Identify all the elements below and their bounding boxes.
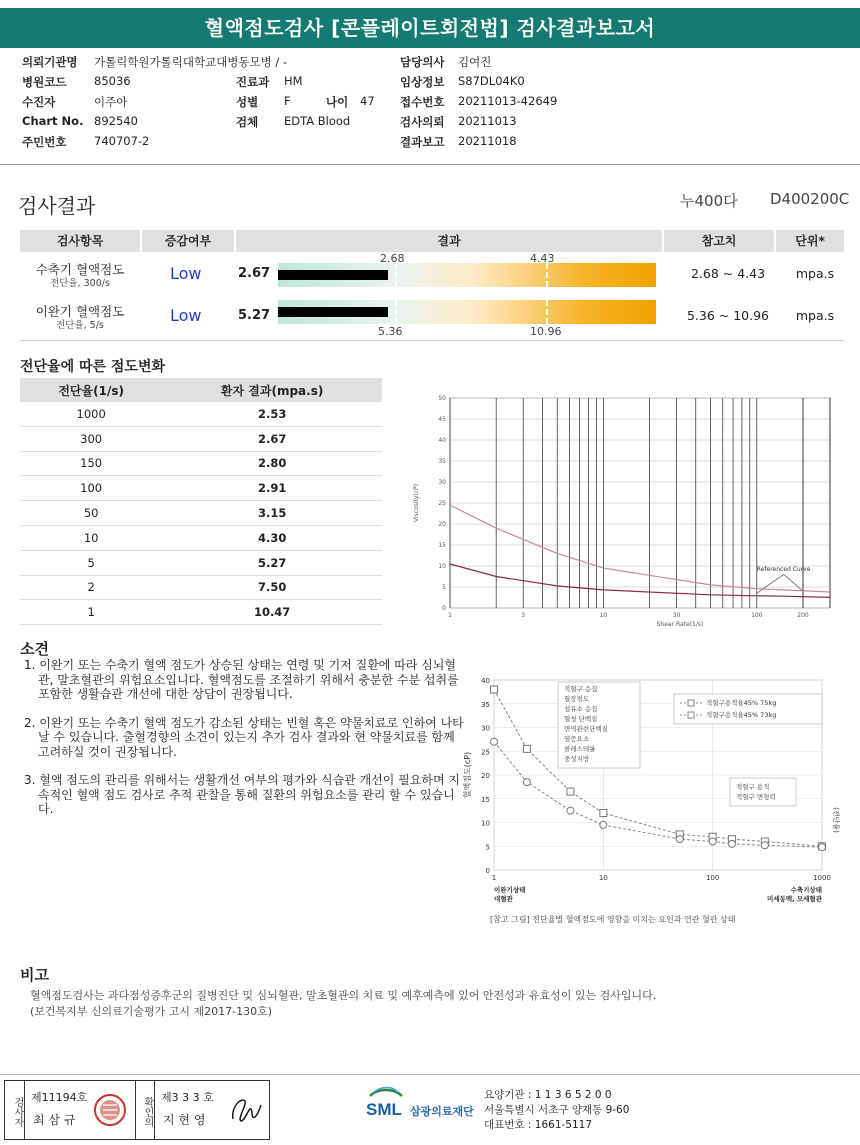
header-unit: 단위*	[776, 230, 844, 252]
y-tick-label: 35	[438, 458, 446, 465]
results-header	[20, 230, 844, 252]
value-cell: 2.53	[162, 402, 382, 426]
examiner-no: 제11194호	[31, 1091, 88, 1104]
rate-cell: 100	[20, 476, 162, 501]
y-tick-label: 15	[481, 795, 490, 804]
y-tick-label: 50	[438, 395, 446, 402]
code-1: 누400다	[680, 192, 738, 210]
y-tick-label: 10	[481, 819, 490, 828]
table-row	[20, 600, 382, 625]
age-value: 47	[360, 94, 375, 108]
y-tick-label: 15	[438, 542, 446, 549]
data-point	[819, 844, 826, 851]
factor-label: 염증요소	[564, 735, 590, 743]
org-name: 삼광의료재단	[410, 1105, 474, 1118]
chart-caption: [참고 그림] 전단율별 혈액점도에 영향을 미치는 요인과 연관 혈관 상태	[490, 915, 736, 924]
finding-item: 1. 이완기 또는 수축기 혈액 점도가 상승된 상태는 연령 및 기저 질환에 따라 심뇌혈관, 말초혈관의 위험요소입니다. 혈액점도를 조절하기 위해서 충분한 수분 섭취를 포함한 생활습관 개선에 대한 상담이 권장됩니다.	[24, 658, 459, 701]
factor-label: 중성지방	[564, 755, 590, 763]
institution-label: 의뢰기관명	[22, 55, 78, 69]
unit: mpa.s	[795, 308, 835, 323]
remark-title: 비고	[20, 966, 49, 984]
address: 서울특별시 서초구 양재동 9-60	[484, 1104, 630, 1116]
x-tick-label: 3	[521, 612, 526, 619]
phone: 대표번호 : 1661-5117	[484, 1119, 593, 1131]
remark-line-2: (보건복지부 신의료기술평가 고시 제2017-130호)	[30, 1005, 273, 1018]
x-bottom-right-label: 수축기상태	[790, 886, 822, 894]
institution-value: 가톨릭학원가톨릭대학교대병동모병 / -	[94, 55, 288, 69]
department-label: 진료과	[236, 75, 270, 89]
row-sub: 전단율, 300/s	[50, 278, 110, 289]
chart-no-label: Chart No.	[22, 114, 84, 128]
findings-title: 소견	[20, 640, 49, 658]
confirmer-label: 확인의	[135, 1081, 155, 1139]
ref-range: 2.68 ~ 4.43	[690, 266, 766, 281]
legend-label: 적혈구용적율45% 75kg	[706, 699, 777, 707]
specimen-value: EDTA Blood	[284, 114, 351, 128]
rate-cell: 1	[20, 600, 162, 625]
receipt-no-label: 접수번호	[400, 95, 445, 109]
result-fill	[278, 307, 388, 317]
row-name: 수축기 혈액점도	[35, 262, 125, 277]
ref-high-label: 4.43	[530, 252, 555, 265]
table-row	[20, 525, 382, 550]
results-title: 검사결과	[18, 194, 96, 218]
header-result: 결과	[236, 230, 662, 252]
y-tick-label: 45	[438, 416, 446, 423]
ref-low-label: 5.36	[378, 325, 403, 338]
factor-label: 콜레스테롤	[564, 745, 596, 753]
ref-low-mark	[395, 300, 397, 324]
age-label: 나이	[326, 95, 349, 109]
table-row	[20, 476, 382, 501]
factor-label: 혈청 단백질	[564, 715, 598, 723]
findings-list	[24, 658, 469, 831]
shear-table	[20, 378, 382, 625]
y-tick-label: 5	[485, 843, 490, 852]
value-cell: 3.15	[162, 501, 382, 526]
row-name: 이완기 혈액점도	[35, 304, 125, 319]
value-cell: 7.50	[162, 575, 382, 600]
y-tick-label: 40	[481, 677, 490, 685]
table-row	[20, 451, 382, 476]
y-tick-label: 40	[438, 437, 446, 444]
col-rate: 전단율(1/s)	[20, 378, 162, 402]
report-date-label: 결과보고	[400, 135, 445, 149]
x-tick-label: 100	[705, 874, 720, 882]
data-point	[676, 836, 683, 843]
rrn-label: 주민번호	[22, 135, 67, 149]
table-row	[20, 426, 382, 451]
table-row	[20, 575, 382, 600]
rate-cell: 1000	[20, 402, 162, 426]
examiner-label: 검사자	[5, 1081, 25, 1139]
department-value: HM	[284, 74, 303, 88]
right-axis-label: (전단율)	[832, 807, 840, 833]
data-point	[600, 810, 607, 817]
value-cell: 10.47	[162, 600, 382, 625]
data-point	[600, 821, 607, 828]
signature-icon	[227, 1093, 265, 1127]
finding-item: 3. 혈액 점도의 관리를 위해서는 생활개선 여부의 평가와 식습관 개선이 필요하며 지속적인 혈액 점도 검사로 추적 관찰을 통해 질환의 위험요소를 관리 할 수 있습니다.	[24, 773, 460, 816]
x-tick-label: 10	[598, 874, 608, 882]
remark-line-1: 혈액점도검사는 과다점성증후군의 질병진단 및 심뇌혈관, 말초혈관의 치료 및 예후예측에 있어 안전성과 유효성이 있는 검사입니다.	[30, 989, 657, 1002]
rate-cell: 5	[20, 550, 162, 575]
result-value: 5.27	[238, 308, 271, 323]
clinical-info-value: S87DL04K0	[458, 74, 525, 88]
code-2: D400200C	[770, 190, 850, 208]
chart-no-value: 892540	[94, 114, 138, 128]
legend-label: 적혈구용적율45% 73kg	[706, 711, 777, 719]
request-date-value: 20211013	[458, 114, 517, 128]
factor-label: 면역관련단백질	[564, 725, 608, 733]
data-point	[567, 807, 574, 814]
y-tick-label: 20	[438, 521, 446, 528]
result-bar	[278, 263, 656, 287]
viscosity-chart	[404, 388, 838, 630]
y-tick-label: 0	[442, 605, 446, 612]
report-date-value: 20211018	[458, 134, 517, 148]
value-cell: 2.67	[162, 426, 382, 451]
header-item: 검사항목	[20, 230, 140, 252]
footer-divider	[0, 1074, 860, 1075]
rate-cell: 150	[20, 451, 162, 476]
flag-low: Low	[170, 306, 202, 325]
data-point	[709, 838, 716, 845]
sex-value: F	[284, 94, 291, 108]
factor-label: 적혈구 응집	[564, 685, 598, 693]
rate-cell: 300	[20, 426, 162, 451]
shear-title: 전단율에 따른 점도변화	[20, 359, 165, 375]
y-tick-label: 10	[438, 563, 446, 570]
rate-cell: 10	[20, 525, 162, 550]
flag-low: Low	[170, 264, 202, 283]
x-bottom-right-label: 미세동맥, 모세혈관	[767, 895, 822, 903]
doctor-value: 김여진	[458, 55, 492, 69]
sml-text: SML	[366, 1100, 402, 1119]
ref-low-mark	[395, 263, 397, 287]
rate-cell: 2	[20, 575, 162, 600]
table-row	[20, 402, 382, 426]
chart-annotation: Referenced Curve	[756, 566, 811, 574]
row-sub: 전단율, 5/s	[56, 320, 104, 331]
unit: mpa.s	[795, 266, 835, 281]
ref-low-label: 2.68	[380, 252, 405, 265]
confirmer-name: 지 현 영	[163, 1113, 206, 1127]
rate-cell: 50	[20, 501, 162, 526]
y-tick-label: 35	[481, 700, 490, 709]
y-tick-label: 25	[481, 748, 490, 757]
y-tick-label: 25	[438, 500, 446, 507]
x-tick-label: 1	[491, 874, 497, 882]
doctor-label: 담당의사	[400, 55, 445, 69]
patient-name-value: 이주아	[94, 95, 128, 109]
factor-label-right: 적혈구 용적	[736, 783, 770, 791]
examiner-name: 최 삼 규	[33, 1113, 76, 1127]
x-tick-label: 30	[672, 612, 681, 619]
y-axis-label: Viscosity(cP)	[413, 483, 420, 523]
y-tick-label: 30	[438, 479, 446, 486]
hospital-code-label: 병원코드	[22, 75, 67, 89]
legend-marker	[688, 712, 694, 718]
x-tick-label: 10	[599, 612, 608, 619]
rrn-value: 740707-2	[94, 134, 150, 148]
hospital-code-value: 85036	[94, 74, 131, 88]
data-point	[523, 779, 530, 786]
ref-high-mark	[546, 263, 548, 287]
data-point	[491, 738, 498, 745]
table-row	[20, 550, 382, 575]
clinical-info-label: 임상정보	[400, 75, 445, 89]
specimen-label: 검체	[236, 115, 259, 129]
reference-chart	[462, 666, 842, 938]
org-info	[484, 1088, 629, 1133]
y-axis-label: 혈액점도(cP)	[463, 751, 472, 799]
ref-high-mark	[546, 300, 548, 324]
x-bottom-left-label: 대혈관	[494, 895, 513, 903]
x-tick-label: 1000	[813, 874, 831, 882]
value-cell: 4.30	[162, 525, 382, 550]
data-point	[491, 686, 498, 693]
examiner-seal-icon	[93, 1093, 127, 1127]
ref-high-label: 10.96	[530, 325, 562, 338]
header-flag: 증감여부	[142, 230, 234, 252]
x-tick-label: 1	[448, 612, 452, 619]
x-tick-label: 200	[797, 612, 809, 619]
y-tick-label: 30	[481, 724, 490, 733]
footer	[0, 1078, 860, 1140]
x-bottom-left-label: 이완기상태	[494, 886, 526, 894]
remark-text	[30, 988, 830, 1020]
receipt-no-value: 20211013-42649	[458, 94, 558, 108]
legend-marker	[688, 700, 694, 706]
y-tick-label: 20	[481, 772, 490, 780]
report-title: 혈액점도검사 [콘플레이트회전법] 검사결과보고서	[0, 8, 860, 48]
patient-name-label: 수진자	[22, 95, 56, 109]
result-row-systolic	[20, 254, 844, 296]
divider	[0, 164, 860, 165]
result-row-diastolic	[20, 296, 844, 338]
data-point	[728, 840, 735, 847]
result-value: 2.67	[238, 266, 271, 281]
header-ref: 참고치	[664, 230, 774, 252]
y-tick-label: 5	[442, 584, 446, 591]
request-date-label: 검사의뢰	[400, 115, 445, 129]
result-fill	[278, 270, 388, 280]
table-row	[20, 501, 382, 526]
confirmer-no: 제3 3 3 호	[161, 1091, 214, 1104]
value-cell: 5.27	[162, 550, 382, 575]
finding-item: 2. 이완기 또는 수축기 혈액 점도가 감소된 상태는 빈혈 혹은 약물치료로 인하여 나타날 수 있습니다. 출혈경향의 소견이 있는지 추가 검사 결과와 현 약물치료를 함께 고려하실 것이 권장됩니다.	[24, 715, 464, 759]
data-point	[523, 745, 530, 752]
inst-no: 요양기관 : 1 1 3 6 5 2 0 0	[484, 1089, 612, 1101]
data-point	[567, 788, 574, 795]
factor-label-right: 적혈구 변형력	[736, 793, 776, 801]
data-point	[761, 842, 768, 849]
x-tick-label: 100	[751, 612, 763, 619]
sex-label: 성별	[236, 95, 259, 109]
ref-range: 5.36 ~ 10.96	[686, 308, 770, 323]
value-cell: 2.91	[162, 476, 382, 501]
factor-label: 섬유소 응집	[564, 705, 598, 713]
factor-label: 혈장점도	[564, 695, 590, 703]
y-tick-label: 0	[485, 867, 490, 875]
value-cell: 2.80	[162, 451, 382, 476]
signature-box	[4, 1080, 270, 1140]
x-axis-label: Shear Rate(1/s)	[656, 621, 704, 628]
col-result: 환자 결과(mpa.s)	[162, 378, 382, 402]
results-bottom-line	[20, 340, 844, 341]
result-bar	[278, 300, 656, 324]
